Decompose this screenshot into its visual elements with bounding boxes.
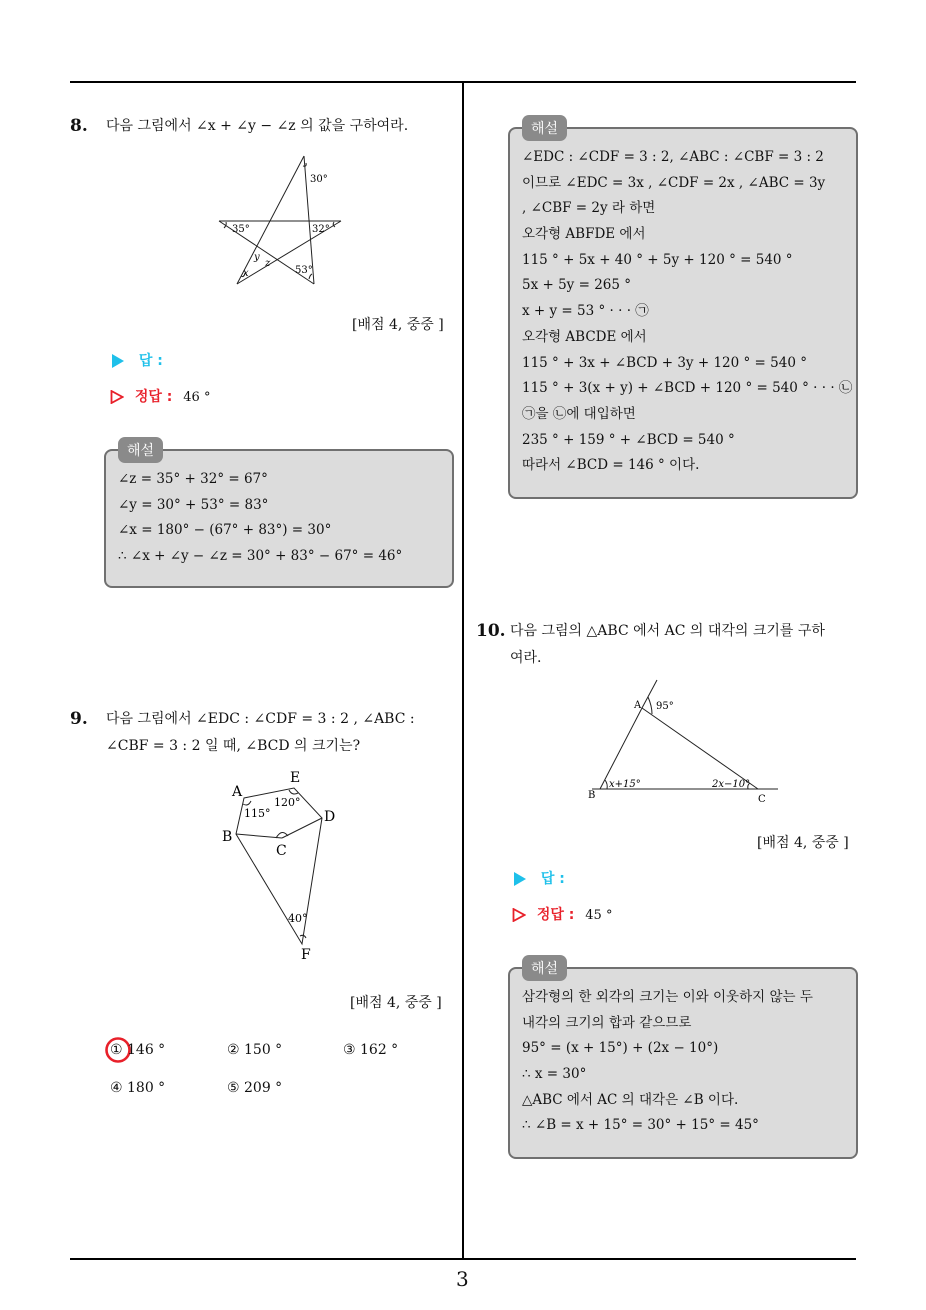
q8-star-figure xyxy=(214,152,344,288)
q10-score: [배점 4, 중중 ] xyxy=(757,835,849,851)
q8-explanation-box xyxy=(104,443,454,588)
q10-number: 10. xyxy=(476,621,506,641)
q9-choice-4[interactable]: ④ 180 ° xyxy=(110,1080,166,1096)
q8-number: 8. xyxy=(70,116,88,136)
explanation-line: x + y = 53 ° · · · ㉠ xyxy=(522,303,649,320)
q8-correct-value: 46 ° xyxy=(183,390,211,405)
q8-answer-label: 답 : xyxy=(138,353,163,369)
q9-label-A: A xyxy=(232,784,243,800)
outline-triangle-icon xyxy=(512,908,526,922)
q10-triangle-figure xyxy=(586,676,782,806)
q8-label-y: y xyxy=(254,252,260,263)
q10-explanation-lines xyxy=(522,985,813,1139)
explanation-line: ∴ ∠B = x + 15° = 30° + 15° = 45° xyxy=(522,1117,759,1134)
explanation-line: 이므로 ∠EDC = 3x , ∠CDF = 2x , ∠ABC = 3y xyxy=(522,174,826,191)
explanation-line: ∠EDC : ∠CDF = 3 : 2, ∠ABC : ∠CBF = 3 : 2 xyxy=(522,149,824,165)
q9-question-line2: ∠CBF = 3 : 2 일 때, ∠BCD 의 크기는? xyxy=(106,738,361,754)
page-number: 3 xyxy=(456,1267,469,1291)
q8-answer-row xyxy=(112,350,163,370)
q9-choice-2[interactable]: ② 150 ° xyxy=(227,1042,283,1058)
q9-label-115: 115° xyxy=(244,807,271,820)
play-triangle-icon xyxy=(112,354,124,368)
explanation-line: 오각형 ABCDE 에서 xyxy=(522,328,647,345)
explanation-line: ∠x = 180° − (67° + 83°) = 30° xyxy=(118,522,332,539)
q9-label-120: 120° xyxy=(274,796,301,809)
q8-label-32: 32° xyxy=(312,224,330,235)
q8-label-x: x xyxy=(243,268,249,279)
explanation-line: ∠y = 30° + 53° = 83° xyxy=(118,496,269,513)
q10-label-95: 95° xyxy=(656,701,674,712)
q9-label-40: 40° xyxy=(288,912,308,925)
play-triangle-icon xyxy=(514,872,526,886)
q8-explanation-tag: 해설 xyxy=(118,437,163,463)
q10-label-B: B xyxy=(588,790,596,801)
q9-explanation-lines xyxy=(522,145,852,479)
q10-answer-row xyxy=(514,868,565,888)
explanation-line: , ∠CBF = 2y 라 하면 xyxy=(522,200,656,217)
q8-label-z: z xyxy=(265,258,271,269)
explanation-line: △ABC 에서 AC 의 대각은 ∠B 이다. xyxy=(522,1091,739,1108)
q9-label-C: C xyxy=(276,843,287,859)
q8-explanation-lines xyxy=(118,467,402,570)
q9-pentagon-figure xyxy=(218,766,348,962)
explanation-line: 235 ° + 159 ° + ∠BCD = 540 ° xyxy=(522,431,735,448)
q10-label-C: C xyxy=(758,794,766,805)
q9-explanation-box xyxy=(508,121,858,499)
outline-triangle-icon xyxy=(110,390,124,404)
q9-label-D: D xyxy=(324,809,336,825)
q10-label-A: A xyxy=(634,700,642,711)
q8-question-text: 다음 그림에서 ∠x + ∠y − ∠z 의 값을 구하여라. xyxy=(106,118,409,134)
q10-label-x15: x+15° xyxy=(609,779,641,790)
column-divider xyxy=(462,82,464,1259)
q10-question-line2: 여라. xyxy=(510,650,542,666)
q9-question-line1: 다음 그림에서 ∠EDC : ∠CDF = 3 : 2 , ∠ABC : xyxy=(106,711,415,727)
explanation-line: 오각형 ABFDE 에서 xyxy=(522,226,646,243)
explanation-line: 115 ° + 3(x + y) + ∠BCD + 120 ° = 540 ° · · · ㉡ xyxy=(522,380,853,397)
explanation-line: 내각의 크기의 합과 같으므로 xyxy=(522,1014,692,1031)
explanation-line: ∴ x = 30° xyxy=(522,1066,587,1083)
explanation-line: 115 ° + 3x + ∠BCD + 3y + 120 ° = 540 ° xyxy=(522,354,807,371)
q8-correct-row xyxy=(110,386,210,406)
q10-question-line1: 다음 그림의 △ABC 에서 AC 의 대각의 크기를 구하 xyxy=(510,623,825,639)
q10-explanation-box xyxy=(508,961,858,1159)
q9-choice-1[interactable]: ① 146 ° xyxy=(110,1042,166,1058)
q10-correct-label: 정답 : xyxy=(536,907,575,923)
q10-correct-value: 45 ° xyxy=(585,908,613,923)
q10-label-2x10: 2x−10° xyxy=(712,779,751,790)
q9-label-E: E xyxy=(290,770,301,786)
q8-label-53: 53° xyxy=(295,265,313,276)
q8-label-35: 35° xyxy=(232,224,250,235)
q8-correct-label: 정답 : xyxy=(134,389,173,405)
q8-label-30: 30° xyxy=(310,174,328,185)
q10-explanation-tag: 해설 xyxy=(522,955,567,981)
q10-answer-label: 답 : xyxy=(540,871,565,887)
bottom-rule xyxy=(70,1258,856,1260)
q9-label-B: B xyxy=(222,829,233,845)
explanation-line: 따라서 ∠BCD = 146 ° 이다. xyxy=(522,457,700,474)
explanation-line: 115 ° + 5x + 40 ° + 5y + 120 ° = 540 ° xyxy=(522,251,793,268)
q9-score: [배점 4, 중중 ] xyxy=(350,995,442,1011)
q9-number: 9. xyxy=(70,709,88,729)
q8-score: [배점 4, 중중 ] xyxy=(352,317,444,333)
explanation-line: 삼각형의 한 외각의 크기는 이와 이웃하지 않는 두 xyxy=(522,989,813,1005)
explanation-line: ∠z = 35° + 32° = 67° xyxy=(118,471,268,487)
q9-explanation-tag: 해설 xyxy=(522,115,567,141)
q9-choice-3[interactable]: ③ 162 ° xyxy=(343,1042,399,1058)
q9-label-F: F xyxy=(301,947,311,962)
explanation-line: ∴ ∠x + ∠y − ∠z = 30° + 83° − 67° = 46° xyxy=(118,548,403,565)
q10-correct-row xyxy=(512,904,612,924)
explanation-line: 5x + 5y = 265 ° xyxy=(522,277,632,294)
explanation-line: 95° = (x + 15°) + (2x − 10°) xyxy=(522,1040,719,1057)
explanation-line: ㉠을 ㉡에 대입하면 xyxy=(522,405,636,422)
q9-choice-5[interactable]: ⑤ 209 ° xyxy=(227,1080,283,1096)
